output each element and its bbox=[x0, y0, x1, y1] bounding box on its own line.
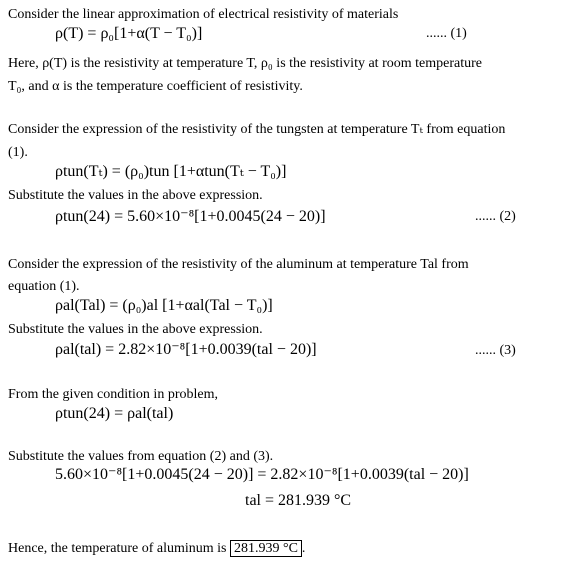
equation-1: ρ(T) = ρ₀[1+α(T − T₀)] bbox=[55, 25, 203, 42]
equation-3-number: ...... (3) bbox=[475, 343, 516, 358]
tungsten-intro-line-2: (1). bbox=[8, 145, 28, 160]
aluminum-intro-line-1: Consider the expression of the resistivity of the aluminum at temperature Tal from bbox=[8, 257, 469, 272]
conclusion-prefix: Hence, the temperature of aluminum is bbox=[8, 541, 227, 556]
aluminum-intro-line-2: equation (1). bbox=[8, 279, 80, 294]
equation-2: ρtun(24) = 5.60×10⁻⁸[1+0.0045(24 − 20)] bbox=[55, 208, 326, 225]
substitute-text-1: Substitute the values in the above expression. bbox=[8, 188, 263, 203]
definition-line-2: T₀, and α is the temperature coefficient of resistivity. bbox=[8, 79, 303, 94]
tungsten-intro-line-1: Consider the expression of the resistivity of the tungsten at temperature Tₜ from equation bbox=[8, 122, 506, 137]
aluminum-equation: ρal(Tal) = (ρ₀)al [1+αal(Tal − T₀)] bbox=[55, 297, 273, 314]
result-equation: tal = 281.939 °C bbox=[245, 492, 352, 509]
tungsten-equation: ρtun(Tₜ) = (ρ₀)tun [1+αtun(Tₜ − T₀)] bbox=[55, 163, 287, 180]
equation-1-number: ...... (1) bbox=[426, 26, 467, 41]
substitute-text-2: Substitute the values in the above expression. bbox=[8, 322, 263, 337]
substitute-text-3: Substitute the values from equation (2) and (3). bbox=[8, 449, 274, 464]
equation-2-number: ...... (2) bbox=[475, 209, 516, 224]
given-condition-text: From the given condition in problem, bbox=[8, 387, 218, 402]
conclusion-suffix: . bbox=[301, 541, 306, 556]
conclusion bbox=[8, 540, 305, 557]
equation-3: ρal(tal) = 2.82×10⁻⁸[1+0.0039(tal − 20)] bbox=[55, 341, 317, 358]
given-equation: ρtun(24) = ρal(tal) bbox=[55, 405, 174, 422]
intro-text: Consider the linear approximation of electrical resistivity of materials bbox=[8, 7, 399, 22]
substituted-equation: 5.60×10⁻⁸[1+0.0045(24 − 20)] = 2.82×10⁻⁸[1+0.0039(tal − 20)] bbox=[55, 466, 469, 483]
answer-box: 281.939 °C bbox=[230, 540, 302, 557]
definition-line-1: Here, ρ(T) is the resistivity at temperature T, ρ₀ is the resistivity at room temperature bbox=[8, 56, 482, 71]
